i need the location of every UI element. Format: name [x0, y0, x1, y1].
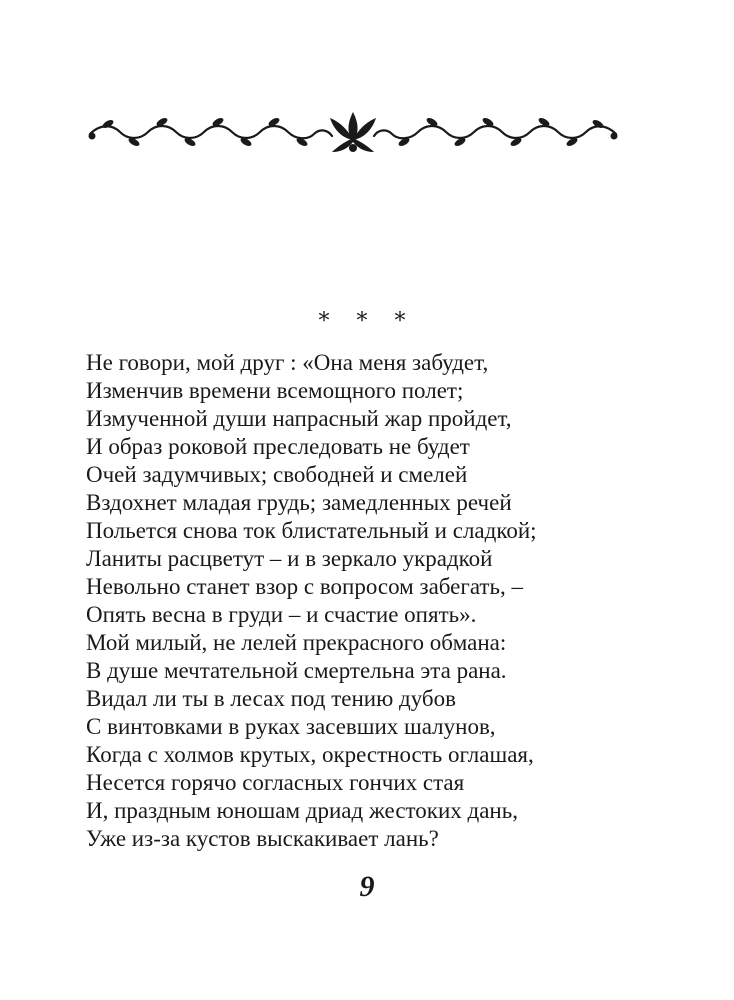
poem-line: Польется снова ток блистательный и сладкой;	[86, 518, 537, 543]
poem-line: Мой милый, не лелей прекрасного обмана:	[86, 630, 507, 655]
poem-line: Измученной души напрасный жар пройдет,	[86, 406, 512, 431]
poem-line: И образ роковой преследовать не будет	[86, 434, 470, 459]
poem-line: Несется горячо согласных гончих стая	[86, 770, 465, 795]
poem-line: Ланиты расцветут – и в зеркало украдкой	[86, 546, 493, 571]
floral-vine-divider-icon	[86, 108, 620, 156]
poem-line: Очей задумчивых; свободней и смелей	[86, 462, 468, 487]
section-divider-asterisks: * * *	[318, 309, 416, 334]
poem-line: В душе мечтательной смертельна эта рана.	[86, 658, 507, 683]
page-number: 9	[359, 870, 375, 903]
poem-line: Не говори, мой друг : «Она меня забудет,	[86, 350, 489, 375]
poem-line: Когда с холмов крутых, окрестность оглашая,	[86, 742, 534, 767]
poem-line: Уже из-за кустов выскакивает лань?	[86, 826, 439, 851]
poem-line: Невольно станет взор с вопросом забегать, –	[86, 574, 523, 599]
poem-line: Опять весна в груди – и счастие опять».	[86, 602, 477, 627]
poem-text	[86, 349, 686, 853]
poem-line: И, праздным юношам дриад жестоких дань,	[86, 798, 518, 823]
poem-line: С винтовками в руках засевших шалунов,	[86, 714, 496, 739]
poem-line: Изменчив времени всемощного полет;	[86, 378, 464, 403]
poem-line: Вздохнет младая грудь; замедленных речей	[86, 490, 512, 515]
poem-line: Видал ли ты в лесах под тению дубов	[86, 686, 456, 711]
